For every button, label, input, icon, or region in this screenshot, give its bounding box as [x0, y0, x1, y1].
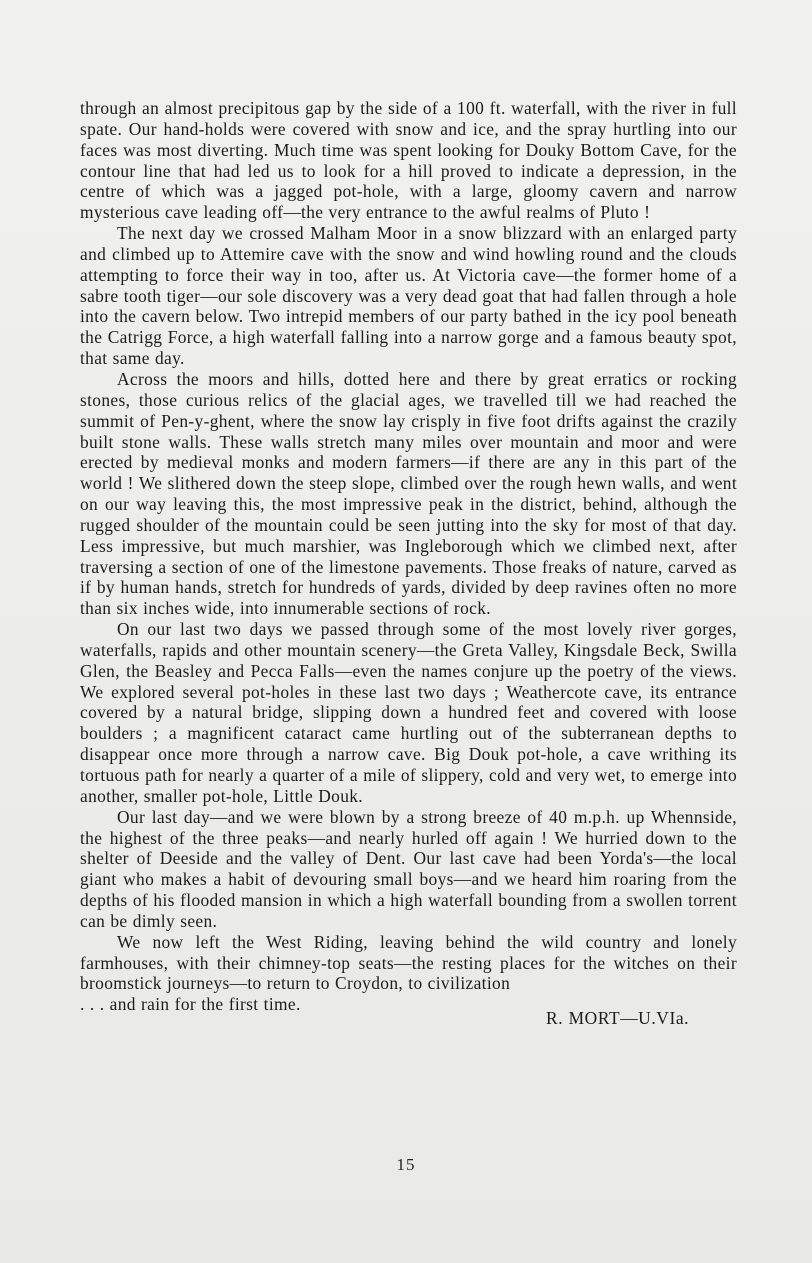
- author-signature: R. MORT—U.VIa.: [546, 1008, 690, 1029]
- closing-line-row: [80, 994, 737, 1029]
- paragraph-6: We now left the West Riding, leaving behind the wild country and lonely farmhouses, with their chimney-top seats—the resting places for the witches on their broomstick journeys—to return to Croydon, to civilization: [80, 931, 737, 994]
- paragraph-4: On our last two days we passed through some of the most lovely river gorges, waterfalls, rapids and other mountain scenery—the Greta Valley, Kingsdale Beck, Swilla Glen, the Beasley and Pecca Falls—even the names conjure up the poetry of the views. We explored several pot-holes in these last two days ; Weathercote cave, its entrance covered by a natural bridge, slipping down a hundred feet and covered with loose boulders ; a magnificent cataract came hurtling out of the subterranean depths to disappear once more through a narrow cave. Big Douk pot-hole, a cave writhing its tortuous path for nearly a quarter of a mile of slippery, cold and very wet, to emerge into another, smaller pot-hole, Little Douk.: [80, 619, 737, 806]
- paragraph-5: Our last day—and we were blown by a strong breeze of 40 m.p.h. up Whennside, the highest of the three peaks—and nearly hurled off again ! We hurried down to the shelter of Deeside and the valley of Dent. Our last cave had been Yorda's—the local giant who makes a habit of devouring small boys—and we heard him roaring from the depths of his flooded mansion in which a high waterfall bounding from a swollen torrent can be dimly seen.: [80, 806, 737, 931]
- paragraph-1: through an almost precipitous gap by the side of a 100 ft. waterfall, with the river in full spate. Our hand-holds were covered with snow and ice, and the spray hurtling into our faces was most diverting. Much time was spent looking for Douky Bottom Cave, for the contour line that had led us to look for a hill proved to indicate a depression, in the centre of which was a jagged pot-hole, with a large, gloomy cavern and narrow mysterious cave leading off—the very entrance to the awful realms of Pluto !: [80, 98, 737, 223]
- closing-line: . . . and rain for the first time.: [80, 994, 301, 1015]
- page-number: 15: [396, 1155, 416, 1174]
- article-body: [80, 98, 737, 1029]
- paragraph-2: The next day we crossed Malham Moor in a snow blizzard with an enlarged party and climbed up to Attemire cave with the snow and wind howling round and the clouds attempting to force their way in too, after us. At Victoria cave—the former home of a sabre tooth tiger—our sole discovery was a very dead goat that had fallen through a hole into the cavern below. Two intrepid members of our party bathed in the icy pool beneath the Catrigg Force, a high waterfall falling into a narrow gorge and a famous beauty spot, that same day.: [80, 223, 737, 369]
- paragraph-3: Across the moors and hills, dotted here and there by great erratics or rocking stones, those curious relics of the glacial ages, we travelled till we had reached the summit of Pen-y-ghent, where the snow lay crisply in five foot drifts against the crazily built stone walls. These walls stretch many miles over mountain and moor and were erected by medieval monks and modern farmers—if there are any in this part of the world ! We slithered down the steep slope, climbed over the rough hewn walls, and went on our way leaving this, the most impressive peak in the district, behind, although the rugged shoulder of the mountain could be seen jutting into the sky for most of that day. Less impressive, but much marshier, was Ingleborough which we climbed next, after traversing a section of one of the limestone pavements. Those freaks of nature, carved as if by human hands, stretch for hundreds of yards, divided by deep ravines often no more than six inches wide, into innumerable sections of rock.: [80, 368, 737, 619]
